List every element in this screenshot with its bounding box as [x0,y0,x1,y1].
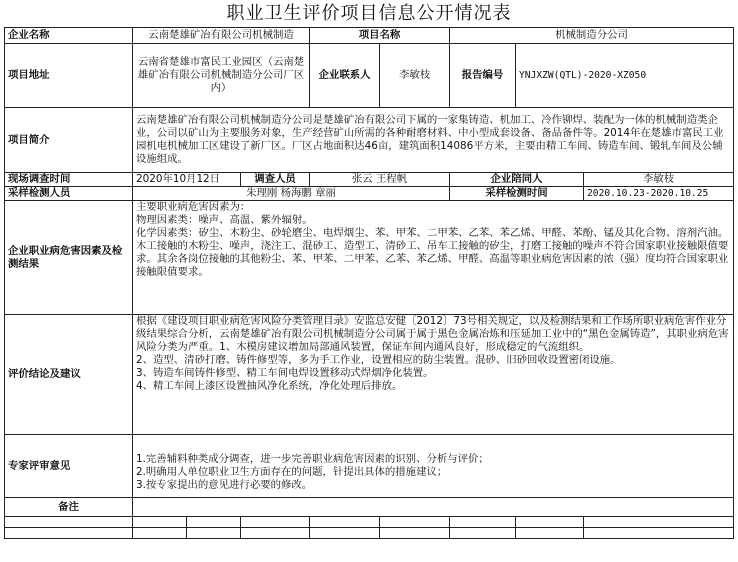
conclusion-label: 评价结论及建议 [5,315,133,435]
survey-staff-label: 调查人员 [241,173,310,187]
hazards-line: 物理因素类：噪声、高温、紫外辐射。 [136,214,313,226]
contact-value: 李敏枝 [380,44,450,108]
survey-time-label: 现场调查时间 [5,173,133,187]
empty-row [5,528,734,539]
conclusion-line: 根据《建设项目职业病危害风险分类管理目录》安监总安健〔2012〕73号相关规定，以及检测结果和工作场所职业病危害作业分级结果综合分析，云南楚雄矿冶有限公司机械制造分公司属于属于黑色金属冶炼和压延加工业中的“黑色金属铸造”，其职业病危害风险分类为严重。1、木模房建议增加局部通风装置，保证车间内通风良好，形成稳定的气流组织。 [136,315,729,353]
expert-line: 2.明确用人单位职业卫生方面存在的问题，针提出具体的措施建议； [136,465,448,478]
conclusion-content [133,315,734,435]
conclusion-line: 4、精工车间上漆区设置抽风净化系统，净化处理后排放。 [136,380,403,392]
blank-line [136,441,730,453]
report-number-value: YNJXZW(QTL)-2020-XZ050 [516,44,734,108]
report-number-label: 报告编号 [450,44,516,108]
info-table [4,27,734,539]
remarks-label: 备注 [5,498,133,517]
expert-review-content [133,435,734,498]
hazards-content [133,201,734,315]
escort-label: 企业陪同人 [450,173,584,187]
sampling-staff-value: 朱理刚 杨海鹏 章丽 [133,187,450,201]
sampling-time-value: 2020.10.23-2020.10.25 [584,187,734,201]
conclusion-line: 2、造型、清砂打磨、铸件修型等，多为手工作业，设置相应的防尘装置。混砂、旧砂回收设置密闭设施。 [136,354,621,366]
remarks-value [133,498,734,517]
hazards-line: 化学因素类：矽尘、木粉尘、砂轮磨尘、电焊烟尘、苯、甲苯、二甲苯、乙苯、苯乙烯、甲醛、苯酚、锰及其化合物、溶剂汽油。 [136,227,729,239]
expert-line: 3.按专家提出的意见进行必要的修改。 [136,478,313,491]
contact-label: 企业联系人 [310,44,380,108]
project-address-label: 项目地址 [5,44,133,108]
project-name-label: 项目名称 [310,28,450,44]
expert-line: 1.完善辅料种类成分调查，进一步完善职业病危害因素的识别、分析与评价； [136,452,489,465]
escort-value: 李敏枝 [584,173,734,187]
survey-staff-value: 张云 王程帆 [310,173,450,187]
survey-time-value: 2020年10月12日 [133,173,241,187]
page-title: 职业卫生评价项目信息公开情况表 [226,3,512,24]
expert-review-label: 专家评审意见 [5,435,133,498]
hazards-line: 主要职业病危害因素为： [136,201,251,213]
sampling-staff-label: 采样检测人员 [5,187,133,201]
hazards-label: 企业职业病危害因素及检测结果 [5,201,133,315]
company-name-value: 云南楚雄矿冶有限公司机械制造 [133,28,310,44]
hazards-line: 木工接触的木粉尘、噪声，浇注工、混砂工、造型工、清砂工、吊车工接触的矽尘，打磨工接触的噪声不符合国家职业接触限值要求。其余各岗位接触的其他粉尘、苯、甲苯、二甲苯、乙苯、苯乙烯、甲醛、高温等职业病危害因素的浓（强）度均符合国家职业接触限值要求。 [136,240,729,278]
empty-row [5,517,734,528]
sampling-time-label: 采样检测时间 [450,187,584,201]
project-intro-label: 项目简介 [5,108,133,173]
conclusion-line: 3、铸造车间铸件修型、精工车间电焊设置移动式焊烟净化装置。 [136,367,434,379]
project-intro-value: 云南楚雄矿冶有限公司机械制造分公司是楚雄矿冶有限公司下属的一家集铸造、机加工、冷作铆焊、装配为一体的机械制造类企业，公司以矿山为主要服务对象，生产经营矿山所需的各种耐磨材料、中小型成套设备、备品备件等。2014年在楚雄市富民工业园机电机械加工区建设了新厂区。厂区占地面积达46亩，建筑面积14086平方米，主要由精工车间、铸造车间、锻轧车间及公辅设施组成。 [133,108,734,173]
project-address-value: 云南省楚雄市富民工业园区（云南楚雄矿冶有限公司机械制造分公司厂区内） [133,44,310,108]
project-name-value: 机械制造分公司 [450,28,734,44]
company-name-label: 企业名称 [5,28,133,44]
